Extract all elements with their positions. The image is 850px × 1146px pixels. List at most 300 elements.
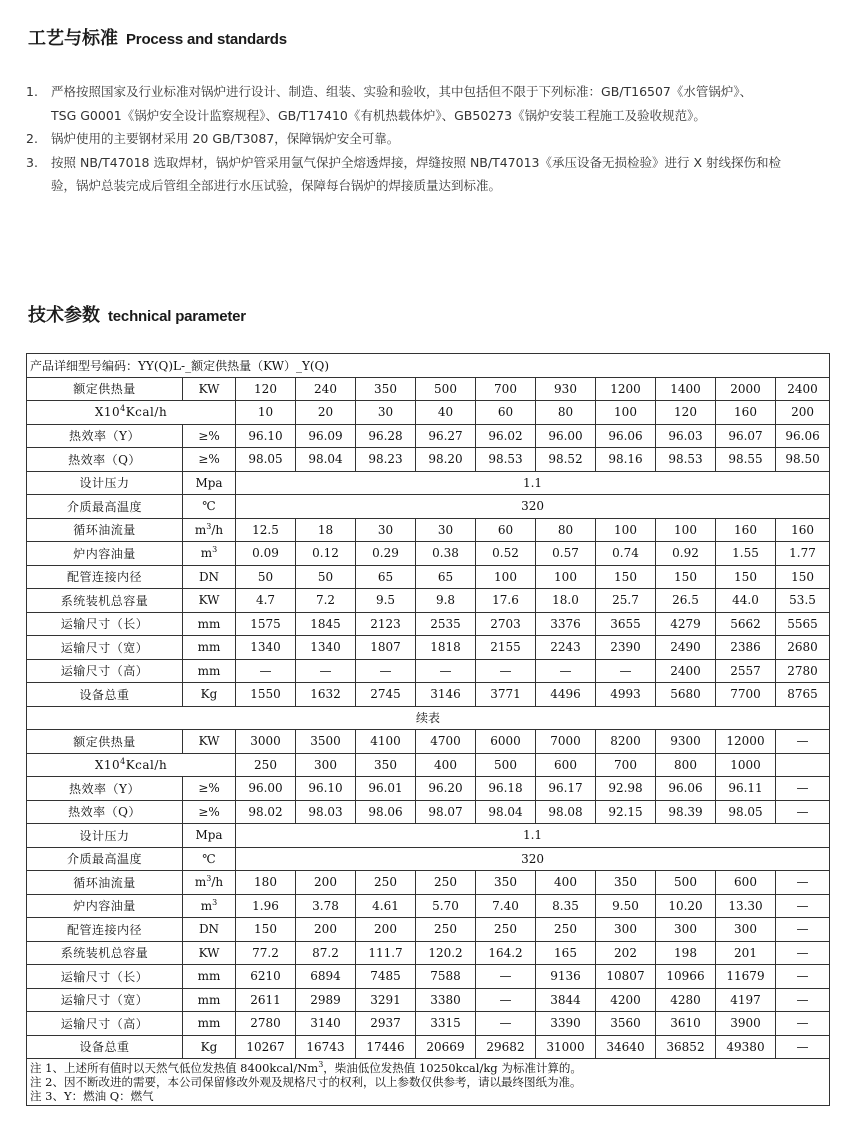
value-cell: 65 <box>356 565 416 589</box>
value-cell: 0.12 <box>296 542 356 566</box>
value-cell: 1845 <box>296 612 356 636</box>
value-cell: 96.06 <box>596 424 656 448</box>
value-cell: 98.03 <box>296 800 356 824</box>
kcal-sup: 4 <box>120 756 126 766</box>
value-cell: 4100 <box>356 730 416 754</box>
value-cell: 240 <box>296 377 356 401</box>
value-cell: 65 <box>416 565 476 589</box>
row-label: 炉内容油量 <box>27 542 183 566</box>
m3-sup: 3 <box>206 521 212 531</box>
value-cell: 2155 <box>476 636 536 660</box>
row-unit: ≥% <box>183 800 236 824</box>
value-cell: 40 <box>416 401 476 425</box>
value-cell: 0.38 <box>416 542 476 566</box>
per-hour: /h <box>211 875 224 890</box>
value-cell: 98.05 <box>716 800 776 824</box>
value-cell: 3390 <box>536 1012 596 1036</box>
value-cell: 98.55 <box>716 448 776 472</box>
table-row <box>27 542 830 566</box>
m3-unit: m <box>200 546 213 561</box>
row-unit <box>183 542 236 566</box>
value-cell: 200 <box>776 401 830 425</box>
row-unit: mm <box>183 612 236 636</box>
table-row <box>27 847 830 871</box>
value-cell: 3.78 <box>296 894 356 918</box>
spanned-value: 320 <box>236 847 830 871</box>
row-unit: Kg <box>183 683 236 707</box>
kcal-label: X10 <box>94 405 121 420</box>
value-cell: 150 <box>236 918 296 942</box>
value-cell: — <box>776 871 830 895</box>
row-unit <box>183 894 236 918</box>
table-row <box>27 612 830 636</box>
value-cell: — <box>476 965 536 989</box>
row-unit: KW <box>183 377 236 401</box>
value-cell: 3500 <box>296 730 356 754</box>
value-cell: 98.06 <box>356 800 416 824</box>
row-label: 配管连接内径 <box>27 918 183 942</box>
value-cell: 3655 <box>596 612 656 636</box>
kcal-label: X10 <box>94 757 121 772</box>
table-row <box>27 918 830 942</box>
row-unit: Mpa <box>183 471 236 495</box>
value-cell: 250 <box>416 871 476 895</box>
row-label: 运输尺寸（长） <box>27 965 183 989</box>
item-text: 锅炉使用的主要钢材采用 20 GB/T3087，保障锅炉安全可靠。 <box>51 131 400 146</box>
table-row <box>27 777 830 801</box>
value-cell: 2680 <box>776 636 830 660</box>
value-cell: 96.06 <box>656 777 716 801</box>
row-label: 热效率（Q） <box>27 448 183 472</box>
value-cell: 3771 <box>476 683 536 707</box>
value-cell: 12.5 <box>236 518 296 542</box>
row-unit: mm <box>183 988 236 1012</box>
value-cell: 53.5 <box>776 589 830 613</box>
row-unit: mm <box>183 636 236 660</box>
per-hour: /h <box>211 522 224 537</box>
value-cell <box>776 753 830 777</box>
value-cell: 98.08 <box>536 800 596 824</box>
m3-unit: m <box>194 522 207 537</box>
value-cell: 10966 <box>656 965 716 989</box>
row-label: 配管连接内径 <box>27 565 183 589</box>
note-sup: 3 <box>318 1060 324 1070</box>
value-cell: 3560 <box>596 1012 656 1036</box>
row-label: 炉内容油量 <box>27 894 183 918</box>
value-cell: 6894 <box>296 965 356 989</box>
value-cell: 500 <box>656 871 716 895</box>
value-cell: — <box>776 988 830 1012</box>
section-title-technical <box>28 301 246 327</box>
value-cell: 2535 <box>416 612 476 636</box>
value-cell: 98.50 <box>776 448 830 472</box>
value-cell: 98.53 <box>476 448 536 472</box>
value-cell: 250 <box>476 918 536 942</box>
value-cell: 92.15 <box>596 800 656 824</box>
value-cell: 930 <box>536 377 596 401</box>
value-cell: 9.50 <box>596 894 656 918</box>
row-unit: ≥% <box>183 448 236 472</box>
value-cell: 6210 <box>236 965 296 989</box>
value-cell: 11679 <box>716 965 776 989</box>
value-cell: — <box>296 659 356 683</box>
value-cell: 29682 <box>476 1035 536 1059</box>
note-text: 注 1、上述所有值时以天然气低位发热值 8400kcal/Nm <box>30 1061 319 1075</box>
table-row <box>27 471 830 495</box>
value-cell: 98.16 <box>596 448 656 472</box>
value-cell: 0.74 <box>596 542 656 566</box>
row-unit: KW <box>183 730 236 754</box>
value-cell: 100 <box>476 565 536 589</box>
row-label: 运输尺寸（宽） <box>27 636 183 660</box>
value-cell: 100 <box>536 565 596 589</box>
table-row <box>27 565 830 589</box>
value-cell: 80 <box>536 401 596 425</box>
value-cell: 13.30 <box>716 894 776 918</box>
table-row <box>27 988 830 1012</box>
value-cell: — <box>596 659 656 683</box>
value-cell: 200 <box>356 918 416 942</box>
row-unit: ≥% <box>183 777 236 801</box>
value-cell: 160 <box>716 401 776 425</box>
table-row <box>27 941 830 965</box>
value-cell: 4280 <box>656 988 716 1012</box>
value-cell: — <box>776 777 830 801</box>
value-cell: 49380 <box>716 1035 776 1059</box>
value-cell: 96.00 <box>236 777 296 801</box>
value-cell: 2745 <box>356 683 416 707</box>
item-number: 3. <box>26 154 38 170</box>
item-text: 验，锅炉总装完成后管组全部进行水压试验，保障每台锅炉的焊接质量达到标准。 <box>51 178 502 193</box>
m3-unit: m <box>194 875 207 890</box>
value-cell: 3000 <box>236 730 296 754</box>
value-cell: 600 <box>536 753 596 777</box>
value-cell: 250 <box>536 918 596 942</box>
item-text: TSG G0001《锅炉安全设计监察规程》、GB/T17410《有机热载体炉》、GB50273《锅炉安装工程施工及验收规范》。 <box>51 107 706 123</box>
value-cell: 77.2 <box>236 941 296 965</box>
value-cell: 2780 <box>776 659 830 683</box>
value-cell: 350 <box>476 871 536 895</box>
item-text: 按照 NB/T47018 选取焊材，锅炉炉管采用氩气保护全熔透焊接，焊缝按照 NB/T47013《承压设备无损检验》进行 X 射线探伤和检 <box>51 154 782 170</box>
value-cell: 96.28 <box>356 424 416 448</box>
value-cell: 7000 <box>536 730 596 754</box>
kcal-unit: Kcal/h <box>125 757 168 772</box>
value-cell: 3140 <box>296 1012 356 1036</box>
value-cell: 96.20 <box>416 777 476 801</box>
value-cell: 600 <box>716 871 776 895</box>
row-unit: mm <box>183 659 236 683</box>
value-cell: 10 <box>236 401 296 425</box>
value-cell: 98.07 <box>416 800 476 824</box>
table-row <box>27 1012 830 1036</box>
row-unit: KW <box>183 589 236 613</box>
value-cell: 60 <box>476 518 536 542</box>
value-cell: 0.92 <box>656 542 716 566</box>
model-code: 产品详细型号编码：YY(Q)L-_额定供热量（KW）_Y(Q) <box>27 354 830 378</box>
value-cell: 98.04 <box>296 448 356 472</box>
row-unit: ℃ <box>183 495 236 519</box>
row-unit: KW <box>183 941 236 965</box>
value-cell: 350 <box>356 377 416 401</box>
value-cell: 2557 <box>716 659 776 683</box>
value-cell: 1400 <box>656 377 716 401</box>
value-cell: 80 <box>536 518 596 542</box>
table-row <box>27 401 830 425</box>
value-cell: 98.02 <box>236 800 296 824</box>
value-cell: — <box>776 730 830 754</box>
spanned-value: 1.1 <box>236 824 830 848</box>
value-cell: 2989 <box>296 988 356 1012</box>
value-cell: 1632 <box>296 683 356 707</box>
table-row <box>27 965 830 989</box>
value-cell: — <box>776 1012 830 1036</box>
row-label: 介质最高温度 <box>27 847 183 871</box>
value-cell: 150 <box>716 565 776 589</box>
table-row <box>27 1059 830 1106</box>
value-cell: 150 <box>776 565 830 589</box>
value-cell: 4993 <box>596 683 656 707</box>
row-unit: ≥% <box>183 424 236 448</box>
table-row <box>27 706 830 730</box>
value-cell: 96.07 <box>716 424 776 448</box>
value-cell: — <box>776 918 830 942</box>
value-cell: 98.05 <box>236 448 296 472</box>
kcal-unit: Kcal/h <box>125 405 168 420</box>
m3-sup: 3 <box>206 874 212 884</box>
value-cell: 30 <box>416 518 476 542</box>
value-cell: 98.39 <box>656 800 716 824</box>
value-cell: 0.29 <box>356 542 416 566</box>
value-cell: 98.20 <box>416 448 476 472</box>
value-cell: — <box>236 659 296 683</box>
table-row <box>27 424 830 448</box>
row-label: 循环油流量 <box>27 871 183 895</box>
value-cell: 350 <box>596 871 656 895</box>
value-cell: 96.01 <box>356 777 416 801</box>
technical-parameter-table <box>26 353 830 1106</box>
value-cell: 1.55 <box>716 542 776 566</box>
row-label: 热效率（Q） <box>27 800 183 824</box>
value-cell: 1340 <box>296 636 356 660</box>
section-title-process <box>28 24 287 50</box>
value-cell: 500 <box>416 377 476 401</box>
table-row <box>27 377 830 401</box>
value-cell: 160 <box>716 518 776 542</box>
row-label <box>27 753 236 777</box>
value-cell: 200 <box>296 918 356 942</box>
m3-unit: m <box>200 898 213 913</box>
value-cell: 3610 <box>656 1012 716 1036</box>
table-row <box>27 730 830 754</box>
value-cell: 25.7 <box>596 589 656 613</box>
value-cell: 150 <box>656 565 716 589</box>
value-cell: 800 <box>656 753 716 777</box>
value-cell: 4.61 <box>356 894 416 918</box>
value-cell: — <box>476 1012 536 1036</box>
value-cell: — <box>356 659 416 683</box>
value-cell: 30 <box>356 401 416 425</box>
value-cell: 2490 <box>656 636 716 660</box>
table-row <box>27 871 830 895</box>
note-2: 注 2、因不断改进的需要，本公司保留修改外观及规格尺寸的权利，以上参数仅供参考，请以最终图纸为准。 <box>30 1075 582 1089</box>
value-cell: 2000 <box>716 377 776 401</box>
row-label: 热效率（Y） <box>27 777 183 801</box>
item-text: 严格按照国家及行业标准对锅炉进行设计、制造、组装、实验和验收，其中包括但不限于下列标准：GB/T16507《水管锅炉》、 <box>51 84 753 99</box>
table-row <box>27 659 830 683</box>
value-cell: 3291 <box>356 988 416 1012</box>
value-cell: — <box>776 800 830 824</box>
row-label: 系统装机总容量 <box>27 589 183 613</box>
value-cell: 8.35 <box>536 894 596 918</box>
value-cell: 36852 <box>656 1035 716 1059</box>
row-label: 设备总重 <box>27 683 183 707</box>
row-unit: Kg <box>183 1035 236 1059</box>
value-cell: 202 <box>596 941 656 965</box>
value-cell: 300 <box>656 918 716 942</box>
value-cell: 18.0 <box>536 589 596 613</box>
value-cell: 50 <box>296 565 356 589</box>
row-label: 热效率（Y） <box>27 424 183 448</box>
value-cell: 20 <box>296 401 356 425</box>
row-label: 运输尺寸（高） <box>27 1012 183 1036</box>
table-row <box>27 800 830 824</box>
value-cell: 30 <box>356 518 416 542</box>
table-row <box>27 636 830 660</box>
value-cell: — <box>776 965 830 989</box>
value-cell: 1.96 <box>236 894 296 918</box>
value-cell: 2400 <box>776 377 830 401</box>
item-number: 1. <box>26 84 38 99</box>
row-unit: mm <box>183 1012 236 1036</box>
value-cell: 4197 <box>716 988 776 1012</box>
value-cell: — <box>476 988 536 1012</box>
value-cell: 3146 <box>416 683 476 707</box>
value-cell: 7700 <box>716 683 776 707</box>
row-label: 运输尺寸（宽） <box>27 988 183 1012</box>
value-cell: 9.8 <box>416 589 476 613</box>
value-cell: 4700 <box>416 730 476 754</box>
value-cell: 2390 <box>596 636 656 660</box>
title-cn: 工艺与标准 <box>28 28 118 49</box>
value-cell: 8765 <box>776 683 830 707</box>
row-unit: mm <box>183 965 236 989</box>
value-cell: 0.57 <box>536 542 596 566</box>
value-cell: 250 <box>236 753 296 777</box>
m3-sup: 3 <box>212 897 218 907</box>
spanned-value: 320 <box>236 495 830 519</box>
m3-sup: 3 <box>212 545 218 555</box>
note-3: 注 3、Y：燃油 Q：燃气 <box>30 1089 154 1103</box>
value-cell: 400 <box>536 871 596 895</box>
value-cell: 5680 <box>656 683 716 707</box>
continued-label: 续表 <box>27 706 830 730</box>
row-label: 设计压力 <box>27 471 183 495</box>
value-cell: 1340 <box>236 636 296 660</box>
list-item <box>26 127 826 151</box>
value-cell: 164.2 <box>476 941 536 965</box>
table-row <box>27 894 830 918</box>
value-cell: 8200 <box>596 730 656 754</box>
value-cell: 12000 <box>716 730 776 754</box>
value-cell: 3380 <box>416 988 476 1012</box>
value-cell: 120 <box>656 401 716 425</box>
value-cell: 165 <box>536 941 596 965</box>
value-cell: 10267 <box>236 1035 296 1059</box>
row-unit <box>183 871 236 895</box>
value-cell: 96.27 <box>416 424 476 448</box>
table-row <box>27 589 830 613</box>
value-cell: 96.00 <box>536 424 596 448</box>
value-cell: 34640 <box>596 1035 656 1059</box>
value-cell: 111.7 <box>356 941 416 965</box>
value-cell: 87.2 <box>296 941 356 965</box>
value-cell: 400 <box>416 753 476 777</box>
value-cell: 96.10 <box>236 424 296 448</box>
value-cell: 198 <box>656 941 716 965</box>
table-row <box>27 354 830 378</box>
value-cell: 10807 <box>596 965 656 989</box>
value-cell: 201 <box>716 941 776 965</box>
value-cell: 17446 <box>356 1035 416 1059</box>
row-label: 介质最高温度 <box>27 495 183 519</box>
value-cell: 2937 <box>356 1012 416 1036</box>
value-cell: 2243 <box>536 636 596 660</box>
value-cell: 98.23 <box>356 448 416 472</box>
value-cell: 4279 <box>656 612 716 636</box>
value-cell: 100 <box>596 518 656 542</box>
value-cell: 300 <box>596 918 656 942</box>
value-cell: 3844 <box>536 988 596 1012</box>
value-cell: 96.03 <box>656 424 716 448</box>
standards-list <box>26 80 826 198</box>
value-cell: 9300 <box>656 730 716 754</box>
value-cell: 120.2 <box>416 941 476 965</box>
value-cell: 96.10 <box>296 777 356 801</box>
value-cell: 2123 <box>356 612 416 636</box>
value-cell: 96.18 <box>476 777 536 801</box>
value-cell: 500 <box>476 753 536 777</box>
value-cell: 4200 <box>596 988 656 1012</box>
row-unit: DN <box>183 918 236 942</box>
value-cell: 300 <box>296 753 356 777</box>
value-cell: 9136 <box>536 965 596 989</box>
value-cell: 92.98 <box>596 777 656 801</box>
value-cell: 3900 <box>716 1012 776 1036</box>
value-cell: 7588 <box>416 965 476 989</box>
row-label: 额定供热量 <box>27 377 183 401</box>
value-cell: 700 <box>476 377 536 401</box>
value-cell: 16743 <box>296 1035 356 1059</box>
value-cell: 100 <box>656 518 716 542</box>
note-1 <box>30 1061 826 1075</box>
value-cell: 7485 <box>356 965 416 989</box>
value-cell: — <box>776 894 830 918</box>
value-cell: 5.70 <box>416 894 476 918</box>
list-item <box>26 80 826 127</box>
title-en: Process and standards <box>126 31 287 48</box>
value-cell: — <box>776 941 830 965</box>
value-cell: 250 <box>416 918 476 942</box>
value-cell: 5565 <box>776 612 830 636</box>
value-cell: 17.6 <box>476 589 536 613</box>
value-cell: — <box>776 1035 830 1059</box>
value-cell: 2703 <box>476 612 536 636</box>
value-cell: 0.52 <box>476 542 536 566</box>
value-cell: 3315 <box>416 1012 476 1036</box>
row-label <box>27 401 236 425</box>
value-cell: 1000 <box>716 753 776 777</box>
value-cell: 2780 <box>236 1012 296 1036</box>
